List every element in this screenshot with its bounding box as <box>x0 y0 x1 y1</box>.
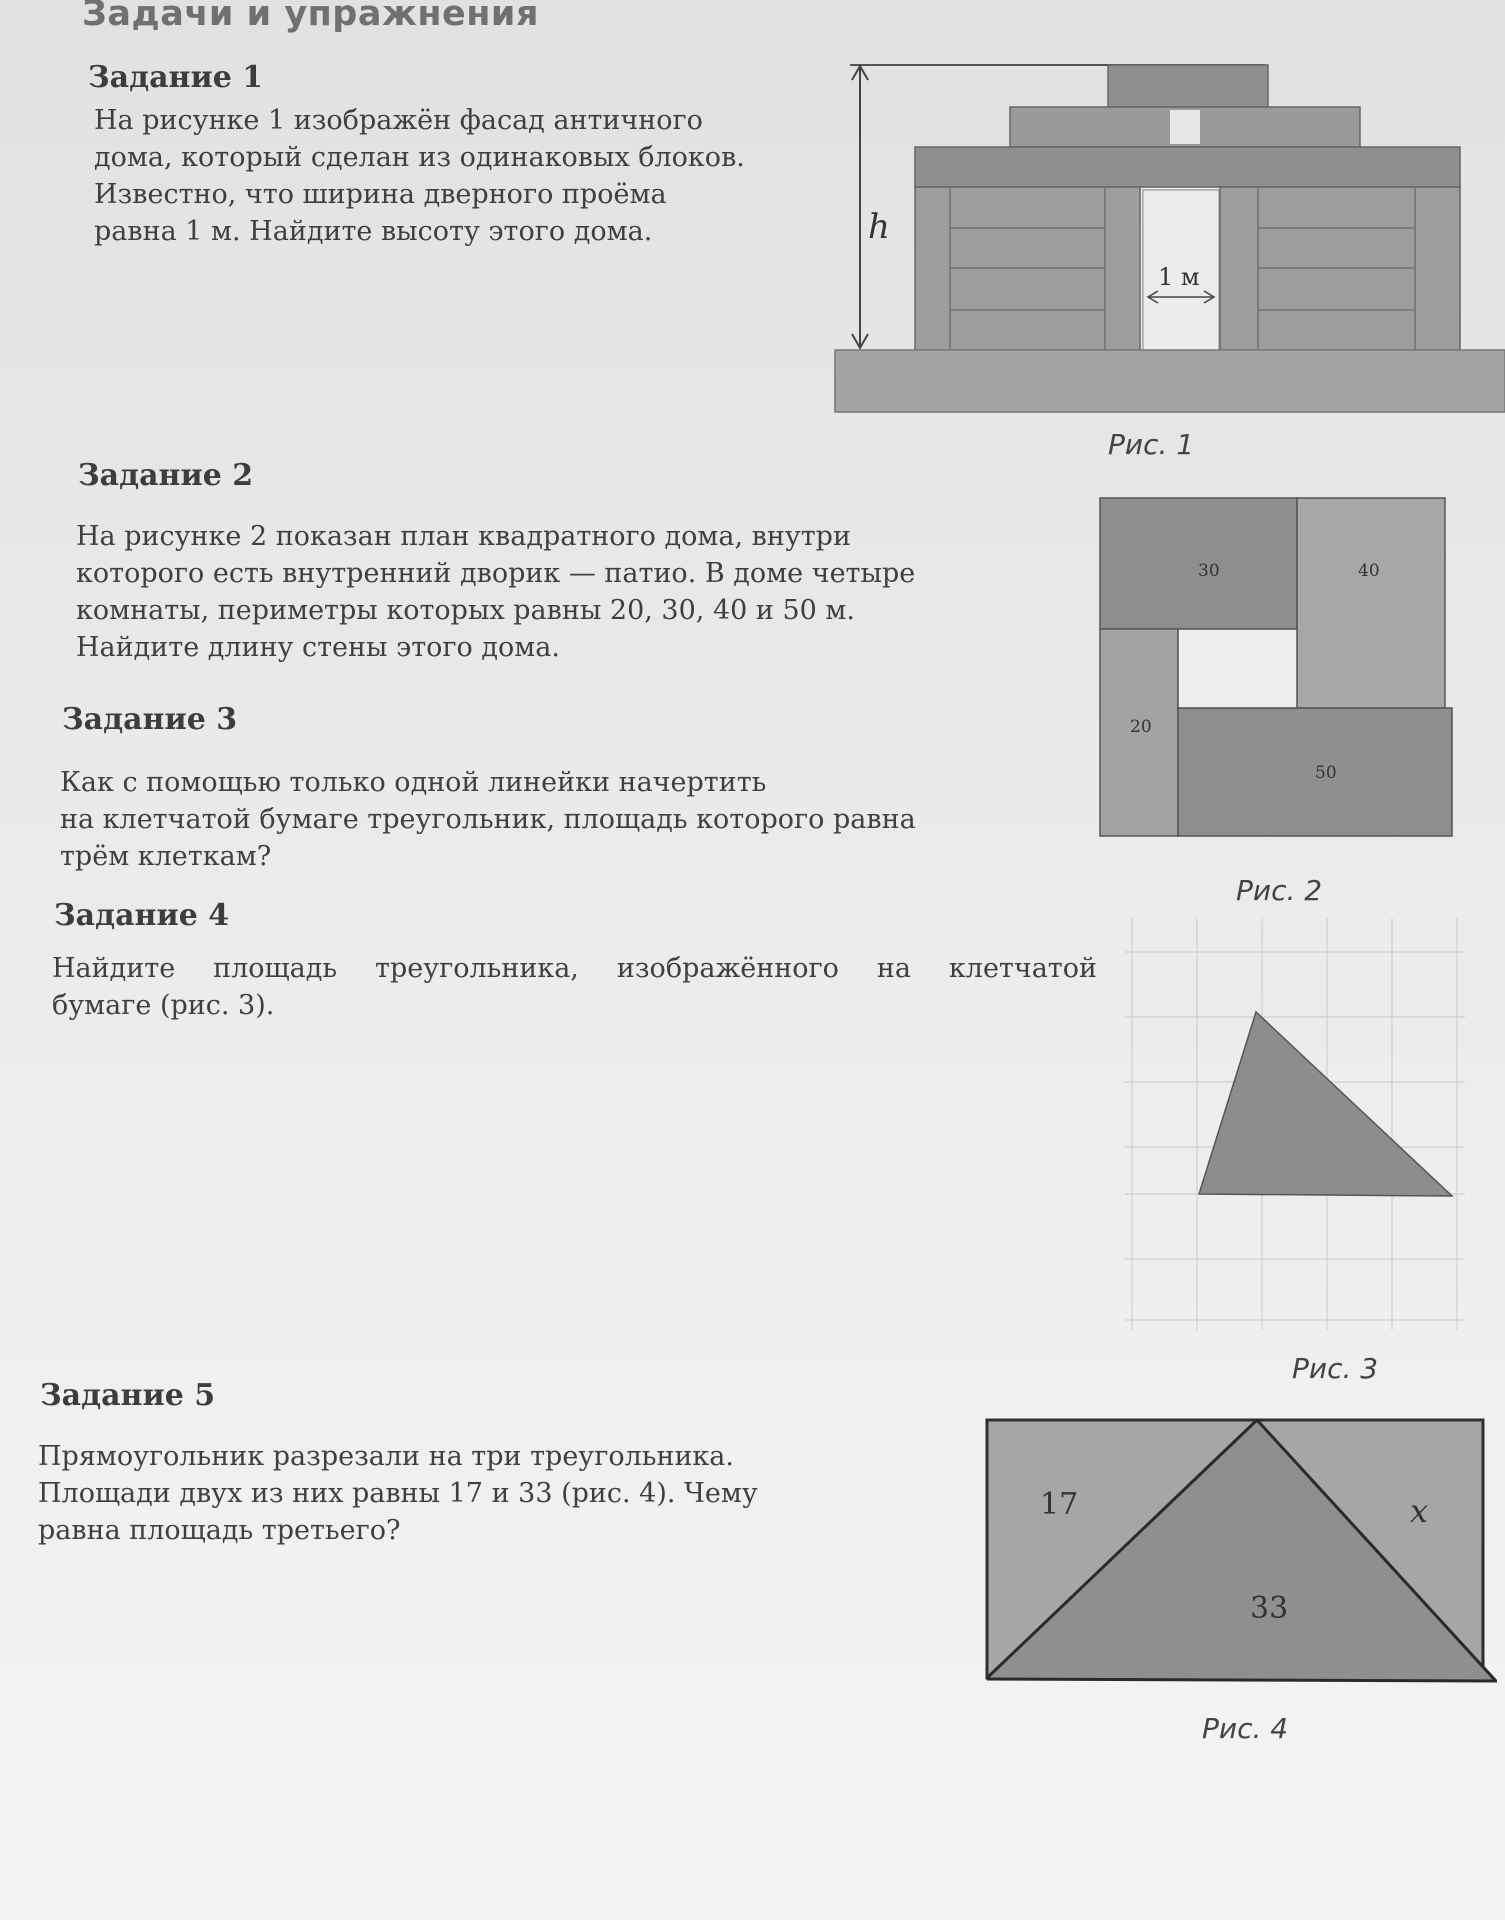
task-5-line-2: Площади двух из них равны 17 и 33 (рис. 4). Чему <box>38 1478 758 1509</box>
task-1-line-4: равна 1 м. Найдите высоту этого дома. <box>94 216 653 247</box>
task-2-line-4: Найдите длину стены этого дома. <box>76 632 560 663</box>
task-3-line-3: трём клеткам? <box>60 841 272 872</box>
task-1-line-1: На рисунке 1 изображён фасад античного <box>94 105 703 136</box>
task-1-line-2: дома, который сделан из одинаковых блоков. <box>94 142 745 173</box>
label-33: 33 <box>1250 1591 1289 1626</box>
task-4-line-2: бумаге (рис. 3). <box>52 990 275 1021</box>
task-2-line-1: На рисунке 2 показан план квадратного дома, внутри <box>76 521 851 552</box>
label-x: x <box>1410 1492 1429 1530</box>
task-3-title: Задание 3 <box>62 702 238 737</box>
figure-1-caption: Рис. 1 <box>1108 428 1195 461</box>
task-4-line-1: Найдите площадь треугольника, изображённого на клетчатой <box>52 953 1097 984</box>
room-label-40: 40 <box>1358 561 1380 581</box>
task-1-title: Задание 1 <box>88 60 264 95</box>
task-5-line-3: равна площадь третьего? <box>38 1515 401 1546</box>
door-width-label: 1 м <box>1158 263 1200 291</box>
task-3-line-1: Как с помощью только одной линейки начертить <box>60 767 767 798</box>
room-label-30: 30 <box>1198 561 1220 581</box>
room-label-50: 50 <box>1315 763 1337 783</box>
figure-3-caption: Рис. 3 <box>1292 1352 1379 1385</box>
task-5-title: Задание 5 <box>40 1378 216 1413</box>
figure-2-caption: Рис. 2 <box>1236 874 1323 907</box>
figure-4-caption: Рис. 4 <box>1202 1712 1289 1745</box>
task-5-line-1: Прямоугольник разрезали на три треугольника. <box>38 1441 734 1472</box>
height-label: h <box>868 207 890 247</box>
task-2-title: Задание 2 <box>78 458 254 493</box>
task-1-line-3: Известно, что ширина дверного проёма <box>94 179 667 210</box>
task-2-line-2: которого есть внутренний дворик — патио. В доме четыре <box>76 558 916 589</box>
page-heading: Задачи и упражнения <box>82 0 539 34</box>
task-4-title: Задание 4 <box>54 898 230 933</box>
task-3-line-2: на клетчатой бумаге треугольник, площадь которого равна <box>60 804 916 835</box>
room-label-20: 20 <box>1130 717 1152 737</box>
task-2-line-3: комнаты, периметры которых равны 20, 30, 40 и 50 м. <box>76 595 855 626</box>
label-17: 17 <box>1040 1487 1079 1522</box>
